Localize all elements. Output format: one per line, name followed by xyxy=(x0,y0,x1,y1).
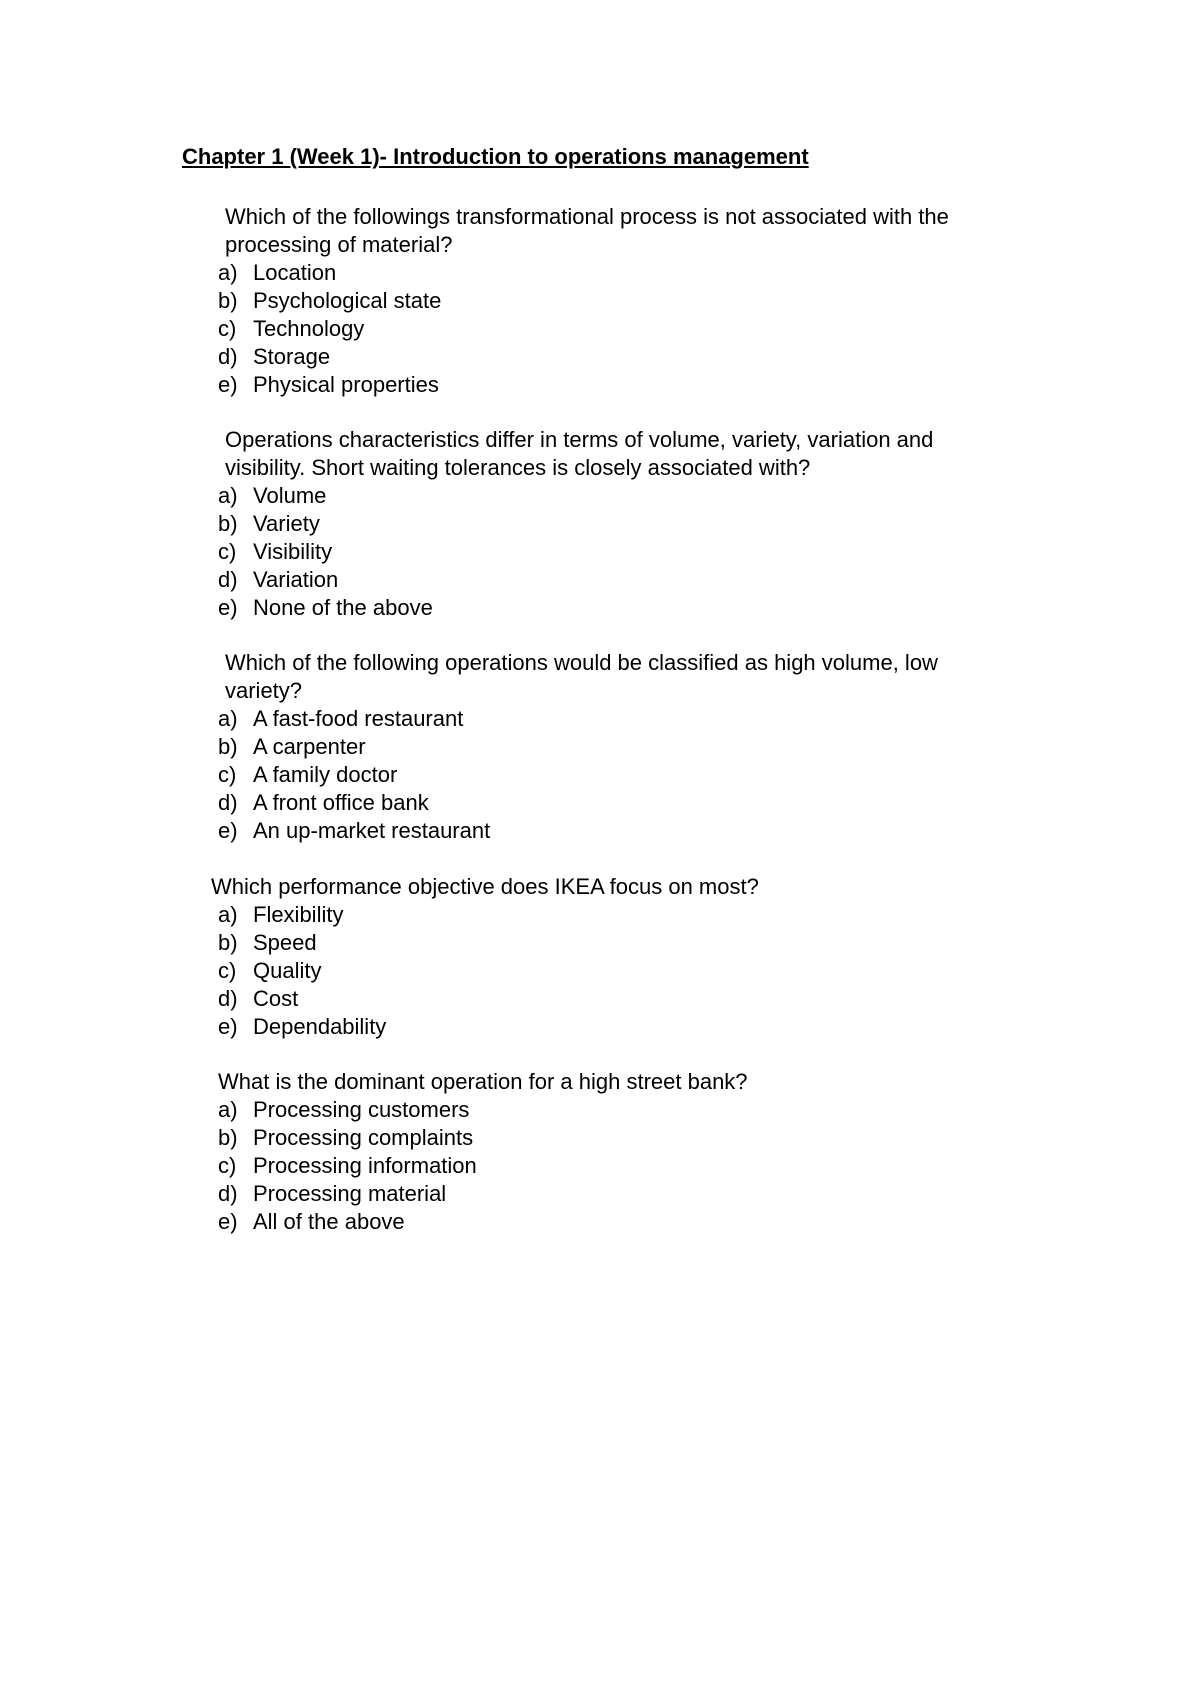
question-text: Which of the followings transformational process is not associated with the processing of material? xyxy=(225,204,949,257)
option-letter: d) xyxy=(218,1181,238,1206)
option-item xyxy=(218,371,1002,399)
option-text: Processing customers xyxy=(253,1097,470,1122)
option-letter: b) xyxy=(218,930,238,955)
option-item xyxy=(218,929,1002,957)
option-item xyxy=(218,901,1002,929)
option-letter: e) xyxy=(218,1209,238,1234)
option-item xyxy=(218,594,1002,622)
question-4 xyxy=(182,873,1002,1041)
question-2 xyxy=(182,426,1002,622)
option-item xyxy=(218,510,1002,538)
option-text: Processing complaints xyxy=(253,1125,474,1150)
option-letter: c) xyxy=(218,539,237,564)
option-letter: d) xyxy=(218,344,238,369)
option-item xyxy=(218,482,1002,510)
option-item xyxy=(218,566,1002,594)
option-letter: b) xyxy=(218,734,238,759)
option-text: Variety xyxy=(253,511,320,536)
option-item xyxy=(218,733,1002,761)
question-5 xyxy=(182,1068,1002,1236)
option-text: Speed xyxy=(253,930,317,955)
option-letter: e) xyxy=(218,595,238,620)
option-letter: e) xyxy=(218,372,238,397)
option-text: Storage xyxy=(253,344,331,369)
option-item xyxy=(218,761,1002,789)
option-text: Cost xyxy=(253,986,299,1011)
option-letter: c) xyxy=(218,316,237,341)
option-item xyxy=(218,1208,1002,1236)
option-letter: b) xyxy=(218,511,238,536)
option-item xyxy=(218,343,1002,371)
option-text: Volume xyxy=(253,483,327,508)
option-text: Quality xyxy=(253,958,322,983)
option-letter: d) xyxy=(218,790,238,815)
question-text: Which performance objective does IKEA focus on most? xyxy=(211,874,759,899)
option-item xyxy=(218,1096,1002,1124)
option-item xyxy=(218,315,1002,343)
option-letter: a) xyxy=(218,902,238,927)
option-item xyxy=(218,1152,1002,1180)
option-letter: c) xyxy=(218,762,237,787)
option-letter: e) xyxy=(218,818,238,843)
option-text: Processing information xyxy=(253,1153,477,1178)
option-text: A carpenter xyxy=(253,734,366,759)
option-text: Processing material xyxy=(253,1181,447,1206)
option-text: Dependability xyxy=(253,1014,387,1039)
option-letter: a) xyxy=(218,706,238,731)
option-letter: b) xyxy=(218,1125,238,1150)
option-item xyxy=(218,789,1002,817)
question-1 xyxy=(182,203,1002,399)
option-text: An up-market restaurant xyxy=(253,818,491,843)
option-item xyxy=(218,287,1002,315)
option-text: Flexibility xyxy=(253,902,344,927)
option-item xyxy=(218,259,1002,287)
question-text: What is the dominant operation for a high street bank? xyxy=(218,1069,748,1094)
option-text: Location xyxy=(253,260,337,285)
option-item xyxy=(218,1180,1002,1208)
question-3 xyxy=(182,649,1002,845)
option-letter: e) xyxy=(218,1014,238,1039)
option-letter: d) xyxy=(218,986,238,1011)
option-text: Technology xyxy=(253,316,365,341)
option-item xyxy=(218,985,1002,1013)
option-text: A front office bank xyxy=(253,790,429,815)
option-text: None of the above xyxy=(253,595,433,620)
option-letter: a) xyxy=(218,1097,238,1122)
option-text: Physical properties xyxy=(253,372,439,397)
option-text: All of the above xyxy=(253,1209,405,1234)
option-item xyxy=(218,705,1002,733)
option-text: Psychological state xyxy=(253,288,442,313)
option-item xyxy=(218,817,1002,845)
option-text: Variation xyxy=(253,567,339,592)
option-item xyxy=(218,957,1002,985)
option-letter: b) xyxy=(218,288,238,313)
option-item xyxy=(218,1124,1002,1152)
option-text: A family doctor xyxy=(253,762,398,787)
question-text: Which of the following operations would be classified as high volume, low variety? xyxy=(225,650,938,703)
option-letter: a) xyxy=(218,260,238,285)
option-item xyxy=(218,1013,1002,1041)
option-letter: c) xyxy=(218,958,237,983)
option-text: Visibility xyxy=(253,539,333,564)
page-title: Chapter 1 (Week 1)- Introduction to operations management xyxy=(182,144,809,169)
question-text: Operations characteristics differ in terms of volume, variety, variation and visibility. Short waiting tolerances is closely associated with? xyxy=(225,427,934,480)
option-text: A fast-food restaurant xyxy=(253,706,464,731)
option-letter: d) xyxy=(218,567,238,592)
option-letter: a) xyxy=(218,483,238,508)
option-letter: c) xyxy=(218,1153,237,1178)
option-item xyxy=(218,538,1002,566)
